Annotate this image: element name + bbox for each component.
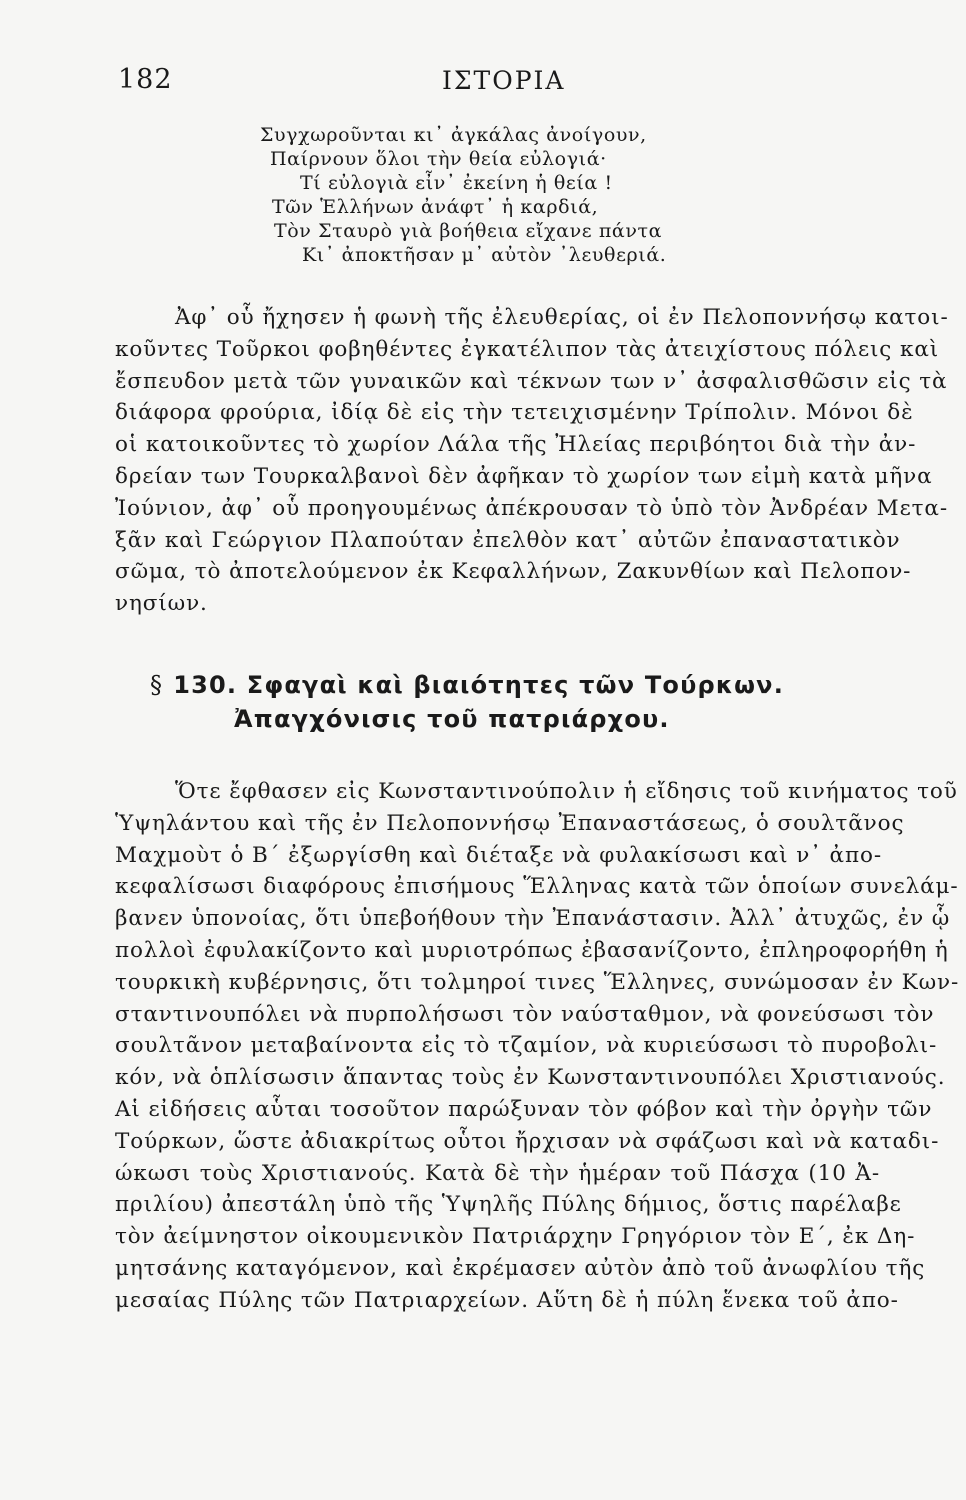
paragraph-massacres xyxy=(115,776,960,1317)
text-line: ἔσπευδον μετὰ τῶν γυναικῶν καὶ τέκνων των ν᾿ ἀσφαλισθῶσιν εἰς τὰ xyxy=(115,368,948,394)
text-line: δρείαν των Τουρκαλβανοὶ δὲν ἀφῆκαν τὸ χωρίον των εἰμὴ κατὰ μῆνα xyxy=(115,463,933,489)
text-line: Ὑψηλάντου καὶ τῆς ἐν Πελοποννήσῳ Ἐπαναστάσεως, ὁ σουλτᾶνος xyxy=(115,810,905,836)
poem-line: Κι᾿ ἀποκτῆσαν μ᾿ αὐτὸν ᾿λευθεριά. xyxy=(302,244,667,266)
text-line: σουλτᾶνον μεταβαίνοντα εἰς τὸ τζαμίον, νὰ κυριεύσωσι τὸ πυροβολι- xyxy=(115,1033,938,1059)
text-line: πριλίου) ἀπεστάλη ὑπὸ τῆς Ὑψηλῆς Πύλης δήμιος, ὅστις παρέλαβε xyxy=(115,1192,902,1218)
paragraph-liberation xyxy=(115,302,949,620)
text-line: μεσαίας Πύλης τῶν Πατριαρχείων. Αὕτη δὲ ἡ πύλη ἕνεκα τοῦ ἀπο- xyxy=(115,1287,899,1313)
text-line: Μαχμοὺτ ὁ Β΄ ἐξωργίσθη καὶ διέταξε νὰ φυλακίσωσι καὶ ν᾿ ἀπο- xyxy=(115,842,883,868)
text-line: ξᾶν καὶ Γεώργιον Πλαπούταν ἐπελθὸν κατ᾿ αὐτῶν ἐπαναστατικὸν xyxy=(115,527,901,553)
text-line: Αἱ εἰδήσεις αὗται τοσοῦτον παρώξυναν τὸν φόβον καὶ τὴν ὀργὴν τῶν xyxy=(115,1096,933,1122)
poem-line: Τῶν Ἑλλήνων ἀνάφτ᾿ ἡ καρδιά, xyxy=(272,196,599,218)
text-line: Τούρκων, ὥστε ἀδιακρίτως οὗτοι ἤρχισαν νὰ σφάζωσι καὶ νὰ καταδι- xyxy=(115,1128,940,1154)
section-mark: § xyxy=(150,671,164,699)
section-heading xyxy=(150,668,850,736)
text-line: Ἰούνιον, ἀφ᾿ οὗ προηγουμένως ἀπέκρουσαν τὸ ὑπὸ τὸν Ἀνδρέαν Μετα- xyxy=(115,495,948,521)
poem-stanza xyxy=(200,123,840,267)
text-line: κοῦντες Τοῦρκοι φοβηθέντες ἐγκατέλιπον τὰς ἀτειχίστους πόλεις καὶ xyxy=(115,336,940,362)
text-line: κόν, νὰ ὁπλίσωσιν ἅπαντας τοὺς ἐν Κωνσταντινουπόλει Χριστιανούς. xyxy=(115,1065,946,1091)
section-title-line-2: Ἀπαγχόνισις τοῦ πατριάρχου. xyxy=(234,705,670,733)
text-line: μητσάνης καταγόμενον, καὶ ἐκρέμασεν αὐτὸν ἀπὸ τοῦ ἀνωφλίου τῆς xyxy=(115,1255,926,1281)
poem-line: Τί εὐλογιὰ εἶν᾿ ἐκείνη ἡ θεία ! xyxy=(300,172,613,194)
poem-line: Τὸν Σταυρὸ γιὰ βοήθεια εἴχανε πάντα xyxy=(274,220,663,242)
text-line: οἱ κατοικοῦντες τὸ χωρίον Λάλα τῆς Ἠλείας περιβόητοι διὰ τὴν ἀν- xyxy=(115,432,917,458)
running-head: ΙΣΤΟΡΙΑ xyxy=(442,66,566,95)
text-line: νησίων. xyxy=(115,591,208,617)
text-line: σῶμα, τὸ ἀποτελούμενον ἐκ Κεφαλλήνων, Ζακυνθίων καὶ Πελοπον- xyxy=(115,559,912,585)
section-heading-line-1 xyxy=(150,668,850,702)
section-number: 130. xyxy=(173,671,238,699)
text-line: ώκωσι τοὺς Χριστιανούς. Κατὰ δὲ τὴν ἡμέραν τοῦ Πάσχα (10 Ἀ- xyxy=(115,1160,880,1186)
poem-line: Συγχωροῦνται κι᾿ ἀγκάλας ἀνοίγουν, xyxy=(260,124,647,146)
text-line: βανεν ὑπονοίας, ὅτι ὑπεβοήθουν τὴν Ἐπανάστασιν. Ἀλλ᾿ ἀτυχῶς, ἐν ᾧ xyxy=(115,906,951,932)
text-line: τὸν ἀείμνηστον οἰκουμενικὸν Πατριάρχην Γρηγόριον τὸν Ε΄, ἐκ Δη- xyxy=(115,1224,916,1250)
text-line: διάφορα φρούρια, ἰδίᾳ δὲ εἰς τὴν τετειχισμένην Τρίπολιν. Μόνοι δὲ xyxy=(115,400,914,426)
text-line: Ἀφ᾿ οὗ ἤχησεν ἡ φωνὴ τῆς ἐλευθερίας, οἱ ἐν Πελοποννήσῳ κατοι- xyxy=(175,305,949,330)
section-title-line-1: Σφαγαὶ καὶ βιαιότητες τῶν Τούρκων. xyxy=(246,671,785,699)
text-line: σταντινουπόλει νὰ πυρπολήσωσι τὸν ναύσταθμον, νὰ φονεύσωσι τὸν xyxy=(115,1001,935,1027)
poem-line: Παίρνουν ὅλοι τὴν θεία εὐλογιά· xyxy=(270,148,607,170)
text-line: τουρκικὴ κυβέρνησις, ὅτι τολμηροί τινες Ἕλληνες, συνώμοσαν ἐν Κων- xyxy=(115,969,960,995)
text-line: πολλοὶ ἐφυλακίζοντο καὶ μυριοτρόπως ἐβασανίζοντο, ἐπληροφορήθη ἡ xyxy=(115,937,949,963)
text-line: Ὅτε ἔφθασεν εἰς Κωνσταντινούπολιν ἡ εἴδησις τοῦ κινήματος τοῦ xyxy=(175,779,958,804)
text-line: κεφαλίσωσι διαφόρους ἐπισήμους Ἕλληνας κατὰ τῶν ὁποίων συνελάμ- xyxy=(115,874,959,900)
page-number: 182 xyxy=(118,64,173,95)
